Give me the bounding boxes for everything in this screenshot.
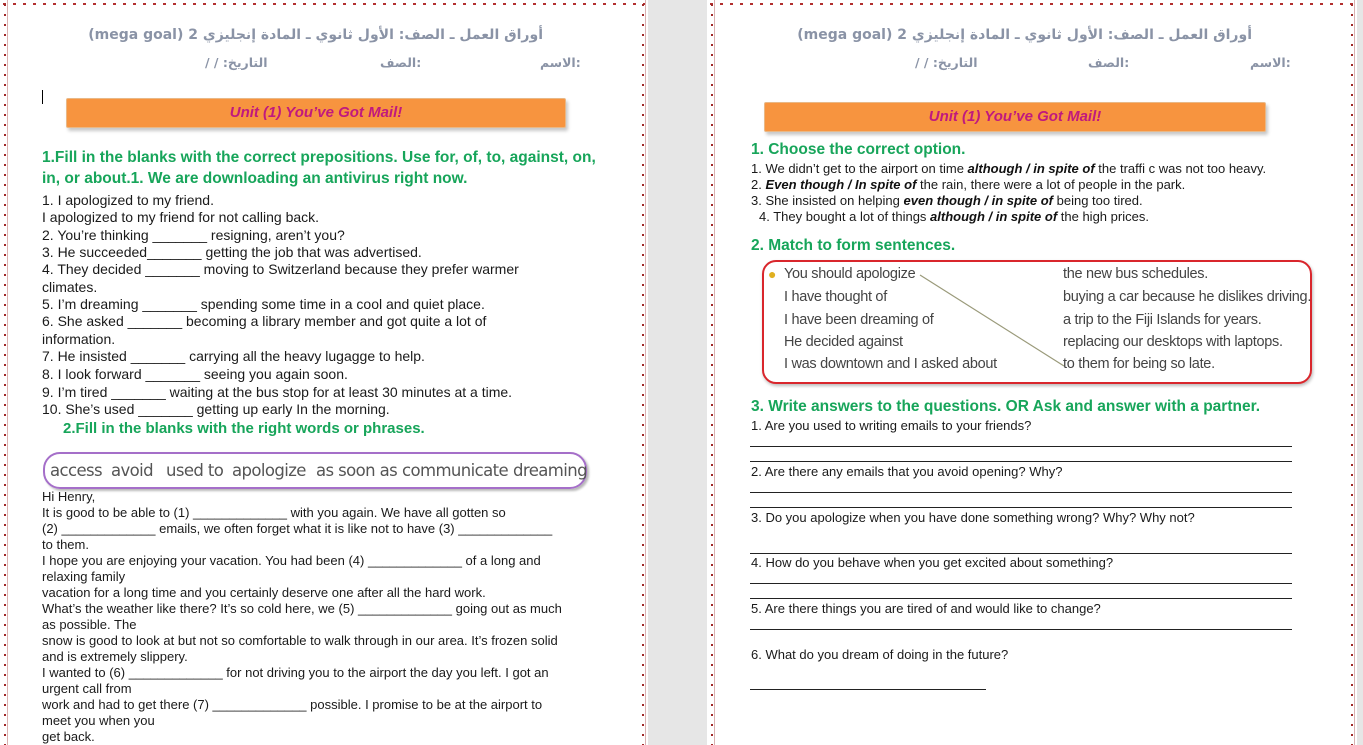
letter-line: and is extremely slippery.	[42, 649, 188, 664]
match-right-item: to them for being so late.	[1063, 356, 1215, 372]
fill-blank-line: climates.	[42, 279, 98, 295]
fill-blank-line: 4. They decided _______ moving to Switzerland because they prefer warmer	[42, 261, 519, 277]
letter-line: (2) _____________ emails, we often forget what it is like not to have (3) _____________	[42, 521, 553, 536]
word-bank	[43, 452, 587, 489]
word-bank-item: apologize	[232, 461, 306, 480]
letter-line: What’s the weather like there? It’s so cold here, we (5) _____________ going out as much	[42, 601, 562, 616]
class-label: الصف:	[1088, 55, 1130, 70]
letter-line: vacation for a long time and you certainly deserve one after all the hard work.	[42, 585, 486, 600]
date-label: التاريخ: / /	[205, 55, 268, 70]
letter-line: Hi Henry,	[42, 489, 96, 504]
fill-blank-line: 7. He insisted _______ carrying all the heavy lugagge to help.	[42, 348, 425, 364]
match-left-item: I have thought of	[784, 289, 887, 305]
answer-line[interactable]	[750, 583, 1292, 584]
match-right-item: the new bus schedules.	[1063, 266, 1208, 282]
letter-line: meet you when you	[42, 713, 155, 728]
left-q1-heading: 1.Fill in the blanks with the correct prepositions. Use for, of, to, against, on, in, or about.1. We are downloading an antivirus right now.	[42, 149, 596, 187]
letter-line: work and had to get there (7) _____________ possible. I promise to be at the airport to	[42, 697, 543, 712]
worksheet-header-title: أوراق العمل ـ الصف: الأول ثانوي ـ المادة إنجليزي 2 (mega goal)	[88, 27, 543, 43]
match-left-item: He decided against	[784, 334, 903, 350]
answer-line[interactable]	[750, 689, 986, 690]
word-bank-item: access	[50, 461, 102, 480]
date-label: التاريخ: / /	[915, 55, 978, 70]
letter-line: get back.	[42, 729, 95, 744]
word-bank-item: avoid	[111, 461, 154, 480]
unit-title-bar: Unit (1) You’ve Got Mail!	[764, 102, 1266, 132]
page-border-right	[638, 0, 648, 745]
text-cursor	[42, 90, 43, 104]
choose-line: 3. She insisted on helping even though / in spite of being too tired.	[751, 193, 1143, 208]
name-label: الاسم:	[540, 55, 581, 70]
match-box	[762, 260, 1312, 384]
question: 5. Are there things you are tired of and would like to change?	[751, 601, 1101, 616]
page-border-left	[707, 0, 717, 745]
page-border-top	[0, 0, 648, 6]
word-bank-item: used to	[166, 461, 224, 480]
question: 4. How do you behave when you get excited about something?	[751, 555, 1114, 570]
letter-line: relaxing family	[42, 569, 126, 584]
fill-blank-line: 1. I apologized to my friend.	[42, 192, 214, 208]
word-bank-item: as soon as	[316, 461, 398, 480]
fill-blank-line: I apologized to my friend for not calling back.	[42, 209, 320, 225]
right-q3-heading: 3. Write answers to the questions. OR Ask and answer with a partner.	[751, 398, 1261, 415]
fill-blank-line: 6. She asked _______ becoming a library member and got quite a lot of	[42, 313, 487, 329]
question: 6. What do you dream of doing in the future?	[751, 647, 1009, 662]
fill-blank-line: 8. I look forward _______ seeing you again soon.	[42, 366, 348, 382]
match-left-item: I was downtown and I asked about	[784, 356, 997, 372]
page-border-right	[1347, 0, 1357, 745]
answer-line[interactable]	[750, 598, 1292, 599]
class-label: الصف:	[380, 55, 422, 70]
letter-line: I hope you are enjoying your vacation. You had been (4) _____________ of a long and	[42, 553, 541, 568]
page-border-left	[0, 0, 10, 745]
right-q1-heading: 1. Choose the correct option.	[751, 141, 966, 158]
word-bank-item: dreaming	[513, 461, 587, 480]
name-label: الاسم:	[1250, 55, 1291, 70]
fill-blank-line: 5. I’m dreaming _______ spending some time in a cool and quiet place.	[42, 296, 485, 312]
unit-title-bar: Unit (1) You’ve Got Mail!	[66, 98, 566, 128]
fill-blank-line: information.	[42, 331, 116, 347]
match-left-item: I have been dreaming of	[784, 312, 934, 328]
question: 1. Are you used to writing emails to your friends?	[751, 418, 1032, 433]
letter-line: to them.	[42, 537, 89, 552]
letter-line: I wanted to (6) _____________ for not driving you to the airport the day you left. I got an	[42, 665, 549, 680]
word-bank-item: communicate	[402, 461, 509, 480]
letter-line: urgent call from	[42, 681, 132, 696]
answer-line[interactable]	[750, 492, 1292, 493]
fill-blank-line: 2. You’re thinking _______ resigning, aren’t you?	[42, 227, 345, 243]
letter-line: snow is good to look at but not so comfortable to walk through in our area. It’s frozen solid	[42, 633, 558, 648]
letter-line: as possible. The	[42, 617, 137, 632]
answer-line[interactable]	[750, 446, 1292, 447]
left-q2-heading: 2.Fill in the blanks with the right words or phrases.	[63, 420, 425, 437]
choose-line: 4. They bought a lot of things although / in spite of the high prices.	[759, 209, 1149, 224]
match-right-item: replacing our desktops with laptops.	[1063, 334, 1283, 350]
question: 2. Are there any emails that you avoid opening? Why?	[751, 464, 1063, 479]
worksheet-header-title: أوراق العمل ـ الصف: الأول ثانوي ـ المادة إنجليزي 2 (mega goal)	[797, 27, 1252, 43]
fill-blank-line: 3. He succeeded_______ getting the job that was advertised.	[42, 244, 422, 260]
fill-blank-line: 10. She’s used _______ getting up early In the morning.	[42, 401, 390, 417]
match-right-item: a trip to the Fiji Islands for years.	[1063, 312, 1262, 328]
page-border-top	[707, 0, 1357, 6]
match-right-item: buying a car because he dislikes driving.	[1063, 289, 1312, 305]
letter-line: It is good to be able to (1) _____________ with you again. We have all gotten so	[42, 505, 506, 520]
answer-line[interactable]	[750, 629, 1292, 630]
lightbulb-icon: ●	[768, 266, 777, 282]
right-q2-heading: 2. Match to form sentences.	[751, 237, 956, 254]
choose-line: 1. We didn’t get to the airport on time although / in spite of the traffi c was not too heavy.	[751, 161, 1267, 176]
choose-line: 2. Even though / In spite of the rain, there were a lot of people in the park.	[751, 177, 1186, 192]
question: 3. Do you apologize when you have done something wrong? Why? Why not?	[751, 510, 1195, 525]
answer-line[interactable]	[750, 461, 1292, 462]
match-left-item: You should apologize	[784, 266, 916, 282]
fill-blank-line: 9. I’m tired _______ waiting at the bus stop for at least 30 minutes at a time.	[42, 384, 513, 400]
answer-line[interactable]	[750, 553, 1292, 554]
answer-line[interactable]	[750, 507, 1292, 508]
